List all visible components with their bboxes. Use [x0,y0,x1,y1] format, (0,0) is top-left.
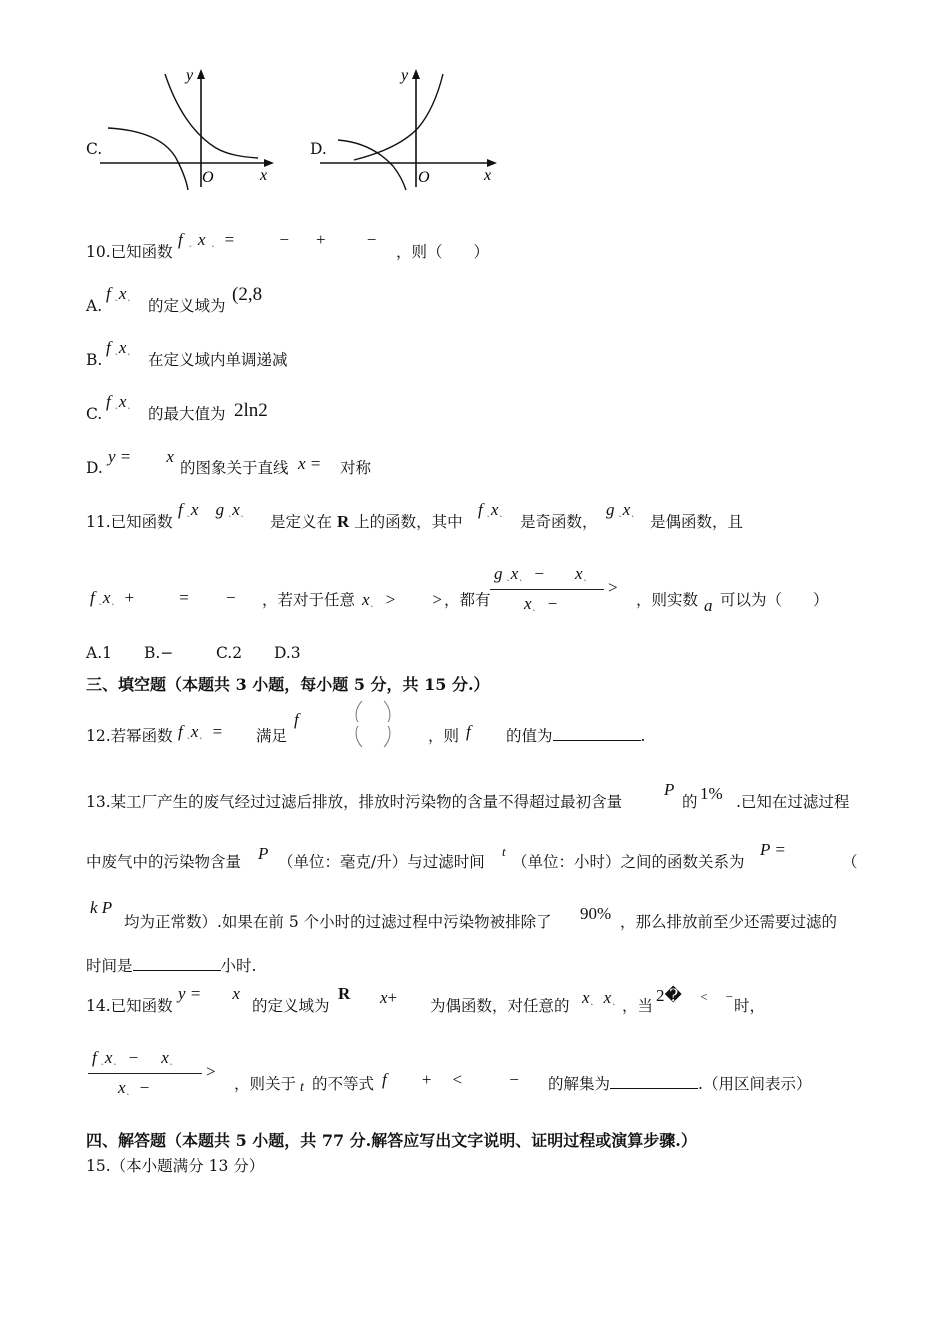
q14-answer-blank[interactable] [610,1074,698,1089]
q11-x-inequality: x˛ > > [362,590,442,609]
q13-line4: 时间是 小时. [86,957,257,975]
q10-option-a-fx: f ˛x˛ [106,284,132,303]
q13-line2-mid: （单位：毫克/升）与过滤时间 [278,853,485,871]
graph-d-label: D. [310,140,327,158]
q14-vars: x˛ x˛ [582,988,617,1007]
q13-line3: 均为正常数）.如果在前 5 个小时的过滤过程中污染物被排除了 [124,913,552,931]
q13-paren: （ [842,853,858,871]
graph-c-label: C. [86,140,103,158]
q11-condition-eq: f ˛x˛ + = − [90,588,236,607]
q15-text: 15.（本小题满分 13 分） [86,1157,265,1175]
q10-option-d-line: x = [298,454,322,473]
q13-pct1: 1% [700,784,723,803]
graph-c-x-label: x [260,167,268,184]
q14-shift: x+ [380,988,398,1007]
q14-two: 2� < − [656,986,734,1005]
graph-d-origin: O [418,169,430,186]
q11-fx-2: f ˛x˛ [478,500,504,519]
q11-option-d: D.3 [274,644,301,662]
q11-mid4: 是偶函数，且 [650,513,744,531]
q14-y: y = x [178,984,240,1003]
q10-stem: 10.已知函数 [86,243,173,261]
q14-fraction-numerator: f ˛x˛ − x˛ [92,1048,174,1067]
q10-option-a-interval: (2,8 [232,284,263,305]
q13-answer-blank[interactable] [133,956,221,971]
q14-inequality: f + < − [382,1070,519,1089]
q13-line2-tail: （单位：小时）之间的函数关系为 [512,853,745,871]
q13-kP: k P [90,898,113,917]
q11-option-a: A.1 [86,644,112,662]
q11-fraction-gt: > [608,578,618,597]
graph-c-origin: O [202,169,214,186]
graph-d-y-label: y [401,67,409,84]
q10-option-c-value: 2ln2 [234,400,268,421]
q10-option-a: A. [86,297,103,315]
q13-P2: P [258,844,269,863]
q11-cond1: ，若对于任意 [262,591,356,609]
q11-cond2: ，都有 [444,591,491,609]
q12-value-of: 的值为 . [506,727,646,745]
q11-option-b: B.− [144,644,174,662]
q13-de: 的 [682,793,698,811]
q14-stem: 14.已知函数 [86,997,173,1015]
q14-fraction-denominator: x˛ − [118,1078,150,1097]
graph-c-y-arrow [197,69,205,79]
q11-fraction-denominator: x˛ − [524,594,558,613]
q14-R: R [338,984,351,1003]
graph-c-curve-right [165,74,258,158]
q11-gx: g ˛x˛ [606,500,636,519]
q11-a: a [704,596,713,615]
q12-condition: f [294,710,299,729]
q14-fraction-gt: > [206,1062,216,1081]
q11-fraction-bar [490,589,604,590]
q11-fraction-numerator: g ˛x˛ − x˛ [494,564,588,583]
q10-option-d-fx: y = x [108,447,174,466]
section4-title: 四、解答题（本题共 5 小题，共 77 分.解答应写出文字说明、证明过程或演算步骤.） [86,1131,697,1150]
section3-title: 三、填空题（本题共 3 小题，每小题 5 分，共 15 分.） [86,675,490,694]
q11-fx: f ˛x g ˛x˛ [178,500,245,519]
q10-option-d-text: 的图象关于直线 [180,459,289,477]
q12-satisfy: 满足 [256,727,288,745]
graph-c [98,62,283,192]
q11-stem: 11.已知函数 [86,513,173,531]
q14-about: ，则关于 [234,1075,297,1093]
q13-t: t [502,844,506,859]
q10-option-d-tail: 对称 [340,459,372,477]
q11-cond3: ，则实数 [636,591,699,609]
q13-line2: 中废气中的污染物含量 [86,853,242,871]
q11-option-c: C.2 [216,644,243,662]
q13-P1: P [664,780,675,799]
graph-c-x-arrow [264,159,274,167]
q14-when: ，当 [622,997,654,1015]
q13-pct2: 90% [580,904,612,923]
q12-stem: 12.若幂函数 [86,727,173,745]
graph-c-y-label: y [186,67,194,84]
q10-option-a-text: 的定义域为 [148,297,226,315]
q11-mid3: 是奇函数， [520,513,598,531]
graph-c-curve-left [108,128,188,190]
graph-d-x-label: x [484,167,492,184]
q13-line3-tail: ，那么排放前至少还需要过滤的 [620,913,838,931]
q14-t: t [300,1080,304,1095]
q12-fx: f ˛x˛ = [178,722,223,741]
q10-option-b-fx: f ˛x˛ [106,338,132,357]
graph-d-x-arrow [487,159,497,167]
q12-then: ，则 [428,727,460,745]
q10-option-b-text: 在定义域内单调递减 [148,351,288,369]
q11-cond4: 可以为（ ） [720,591,829,609]
q12-condition-parens [350,698,396,750]
q10-option-d: D. [86,459,103,477]
q10-option-c-text: 的最大值为 [148,405,226,423]
q13-function: P = [760,840,786,859]
q10-option-b: B. [86,351,103,369]
q12-f-value: f [466,722,471,741]
q14-sol: 的解集为 .（用区间表示） [548,1075,812,1093]
q10-tail: ，则（ ） [396,243,490,261]
graph-d [318,62,503,192]
q14-shi: 时， [734,997,766,1015]
q14-fraction-bar [88,1073,202,1074]
graph-d-curve-decreasing [338,140,406,190]
q10-formula: f ˛ x ˛ = − + − [178,230,377,249]
q11-mid1: 是定义在 R 上的函数，其中 [270,512,463,531]
q14-even: 为偶函数，对任意的 [430,997,570,1015]
q13-line1: 13.某工厂产生的废气经过过滤后排放，排放时污染物的含量不得超过最初含量 [86,793,623,811]
q10-option-c: C. [86,405,103,423]
graph-d-y-arrow [412,69,420,79]
q10-option-c-fx: f ˛x˛ [106,392,132,411]
q14-domain: 的定义域为 [252,997,330,1015]
q12-answer-blank[interactable] [553,726,641,741]
q14-ineq: 的不等式 [312,1075,375,1093]
q13-line1-tail: .已知在过滤过程 [736,793,850,811]
